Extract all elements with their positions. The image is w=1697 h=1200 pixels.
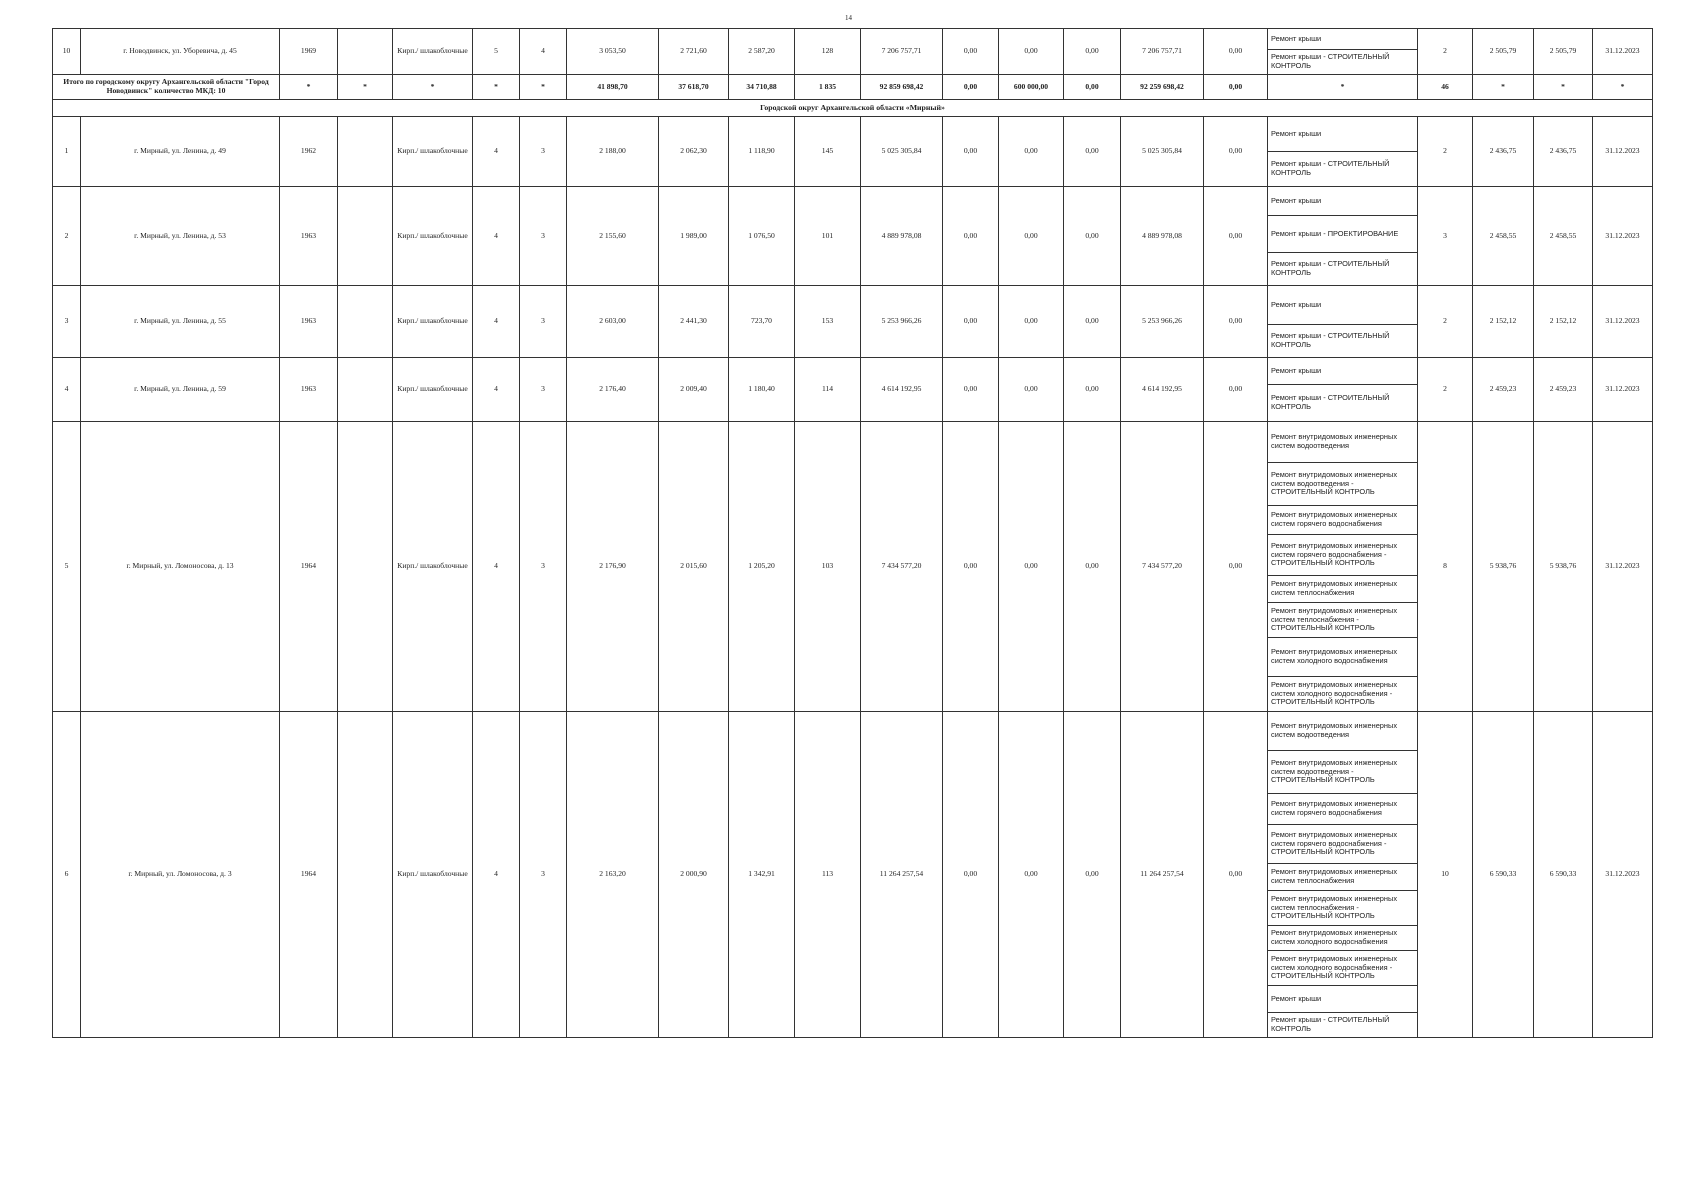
work-item: Ремонт крыши - СТРОИТЕЛЬНЫЙ КОНТРОЛЬ [1268,50,1418,75]
cell-unit-cost-limit: 2 152,12 [1534,286,1593,358]
cell-deadline: 31.12.2023 [1593,117,1653,187]
cell-fund-local: 0,00 [1064,422,1121,712]
cell-fund-local: 0,00 [1064,358,1121,422]
cell-cost-total: 5 025 305,84 [861,117,943,187]
cell-area-living: 723,70 [729,286,795,358]
cell-fund-regional: 0,00 [999,29,1064,75]
total-entrances: * [520,75,567,100]
cell-num: 2 [53,187,81,286]
work-item: Ремонт внутридомовых инженерных систем горячего водоснабжения [1268,794,1418,825]
cell-num: 6 [53,712,81,1038]
cell-unit-cost-limit: 2 505,79 [1534,29,1593,75]
total-wall-material: * [393,75,473,100]
cell-works-count: 10 [1418,712,1473,1038]
cell-address: г. Мирный, ул. Ломоносова, д. 13 [81,422,280,712]
total-area-living: 34 710,88 [729,75,795,100]
cell-cost-total: 4 614 192,95 [861,358,943,422]
cell-fund-other: 0,00 [1204,29,1268,75]
cell-wall-material: Кирп./ шлакоблочные [393,358,473,422]
cell-area-living: 1 180,40 [729,358,795,422]
work-item: Ремонт внутридомовых инженерных систем холодного водоснабжения [1268,926,1418,951]
cell-fund-owners: 4 614 192,95 [1121,358,1204,422]
cell-total-area: 2 155,60 [567,187,659,286]
total-area-premises: 37 618,70 [659,75,729,100]
cell-fund-regional: 0,00 [999,286,1064,358]
work-item: Ремонт крыши - СТРОИТЕЛЬНЫЙ КОНТРОЛЬ [1268,152,1418,187]
cell-year-built: 1969 [280,29,338,75]
cell-cost-total: 11 264 257,54 [861,712,943,1038]
work-item: Ремонт внутридомовых инженерных систем теплоснабжения [1268,864,1418,891]
cell-unit-cost-limit: 6 590,33 [1534,712,1593,1038]
cell-year-rebuilt [338,29,393,75]
cell-wall-material: Кирп./ шлакоблочные [393,187,473,286]
cell-fund-owners: 7 434 577,20 [1121,422,1204,712]
cell-unit-cost: 5 938,76 [1473,422,1534,712]
cell-area-premises: 2 062,30 [659,117,729,187]
work-item: Ремонт крыши - СТРОИТЕЛЬНЫЙ КОНТРОЛЬ [1268,385,1418,422]
cell-num: 3 [53,286,81,358]
cell-entrances: 3 [520,117,567,187]
cell-area-premises: 2 441,30 [659,286,729,358]
cell-residents: 153 [795,286,861,358]
cell-residents: 103 [795,422,861,712]
table-row [53,358,1653,385]
cell-year-rebuilt [338,422,393,712]
cell-address: г. Мирный, ул. Ленина, д. 59 [81,358,280,422]
cell-fund-federal: 0,00 [943,117,999,187]
cell-year-rebuilt [338,117,393,187]
cell-fund-local: 0,00 [1064,29,1121,75]
cell-num: 10 [53,29,81,75]
table-body [53,29,1653,1038]
cell-area-premises: 2 721,60 [659,29,729,75]
cell-area-living: 2 587,20 [729,29,795,75]
work-item: Ремонт крыши [1268,986,1418,1013]
work-item: Ремонт крыши [1268,117,1418,152]
cell-fund-federal: 0,00 [943,29,999,75]
total-fund-local: 0,00 [1064,75,1121,100]
cell-fund-local: 0,00 [1064,712,1121,1038]
cell-total-area: 2 163,20 [567,712,659,1038]
cell-wall-material: Кирп./ шлакоблочные [393,117,473,187]
cell-year-built: 1964 [280,712,338,1038]
cell-works-count: 2 [1418,117,1473,187]
cell-fund-federal: 0,00 [943,422,999,712]
cell-year-built: 1963 [280,187,338,286]
cell-residents: 101 [795,187,861,286]
cell-wall-material: Кирп./ шлакоблочные [393,712,473,1038]
cell-num: 4 [53,358,81,422]
cell-address: г. Мирный, ул. Ленина, д. 55 [81,286,280,358]
cell-fund-regional: 0,00 [999,358,1064,422]
cell-deadline: 31.12.2023 [1593,29,1653,75]
cell-wall-material: Кирп./ шлакоблочные [393,422,473,712]
cell-unit-cost-limit: 5 938,76 [1534,422,1593,712]
work-item: Ремонт внутридомовых инженерных систем горячего водоснабжения - СТРОИТЕЛЬНЫЙ КОНТРОЛЬ [1268,825,1418,864]
cell-deadline: 31.12.2023 [1593,712,1653,1038]
cell-num: 5 [53,422,81,712]
cell-fund-federal: 0,00 [943,358,999,422]
cell-works-count: 2 [1418,358,1473,422]
table-row [53,286,1653,325]
cell-fund-other: 0,00 [1204,422,1268,712]
work-item: Ремонт внутридомовых инженерных систем теплоснабжения - СТРОИТЕЛЬНЫЙ КОНТРОЛЬ [1268,603,1418,638]
cell-fund-local: 0,00 [1064,187,1121,286]
cell-deadline: 31.12.2023 [1593,286,1653,358]
total-total-area: 41 898,70 [567,75,659,100]
cell-total-area: 3 053,50 [567,29,659,75]
total-cost-total: 92 859 698,42 [861,75,943,100]
work-item: Ремонт внутридомовых инженерных систем теплоснабжения [1268,576,1418,603]
cell-unit-cost-limit: 2 458,55 [1534,187,1593,286]
cell-unit-cost: 2 152,12 [1473,286,1534,358]
cell-area-living: 1 205,20 [729,422,795,712]
cell-address: г. Мирный, ул. Ломоносова, д. 3 [81,712,280,1038]
capital-repair-table [52,28,1653,1038]
cell-entrances: 3 [520,712,567,1038]
total-fund-other: 0,00 [1204,75,1268,100]
cell-floors: 4 [473,358,520,422]
total-works-count: 46 [1418,75,1473,100]
cell-entrances: 3 [520,422,567,712]
work-item: Ремонт крыши - ПРОЕКТИРОВАНИЕ [1268,216,1418,253]
cell-residents: 114 [795,358,861,422]
cell-cost-total: 7 206 757,71 [861,29,943,75]
table-row [53,422,1653,463]
cell-unit-cost-limit: 2 459,23 [1534,358,1593,422]
cell-wall-material: Кирп./ шлакоблочные [393,286,473,358]
work-item: Ремонт внутридомовых инженерных систем водоотведения [1268,422,1418,463]
work-item: Ремонт крыши - СТРОИТЕЛЬНЫЙ КОНТРОЛЬ [1268,1013,1418,1038]
work-item: Ремонт внутридомовых инженерных систем холодного водоснабжения - СТРОИТЕЛЬНЫЙ КОНТРОЛЬ [1268,951,1418,986]
cell-cost-total: 7 434 577,20 [861,422,943,712]
cell-fund-owners: 11 264 257,54 [1121,712,1204,1038]
cell-num: 1 [53,117,81,187]
cell-fund-other: 0,00 [1204,187,1268,286]
cell-works-count: 2 [1418,29,1473,75]
cell-wall-material: Кирп./ шлакоблочные [393,29,473,75]
cell-year-built: 1962 [280,117,338,187]
cell-deadline: 31.12.2023 [1593,187,1653,286]
work-item: Ремонт крыши - СТРОИТЕЛЬНЫЙ КОНТРОЛЬ [1268,325,1418,358]
cell-fund-regional: 0,00 [999,422,1064,712]
work-item: Ремонт крыши [1268,187,1418,216]
total-deadline: * [1593,75,1653,100]
section-title: Городской округ Архангельской области «Мирный» [53,100,1653,117]
cell-entrances: 3 [520,187,567,286]
cell-fund-other: 0,00 [1204,286,1268,358]
work-item: Ремонт крыши [1268,29,1418,50]
cell-total-area: 2 603,00 [567,286,659,358]
table-row [53,29,1653,50]
cell-residents: 113 [795,712,861,1038]
work-item: Ремонт крыши - СТРОИТЕЛЬНЫЙ КОНТРОЛЬ [1268,253,1418,286]
work-item: Ремонт внутридомовых инженерных систем теплоснабжения - СТРОИТЕЛЬНЫЙ КОНТРОЛЬ [1268,891,1418,926]
cell-fund-other: 0,00 [1204,117,1268,187]
cell-fund-other: 0,00 [1204,712,1268,1038]
table-row [53,712,1653,751]
cell-works-count: 2 [1418,286,1473,358]
cell-unit-cost: 2 458,55 [1473,187,1534,286]
cell-deadline: 31.12.2023 [1593,358,1653,422]
cell-total-area: 2 176,40 [567,358,659,422]
cell-area-premises: 2 000,90 [659,712,729,1038]
cell-deadline: 31.12.2023 [1593,422,1653,712]
cell-floors: 4 [473,422,520,712]
cell-fund-owners: 5 025 305,84 [1121,117,1204,187]
cell-year-rebuilt [338,286,393,358]
total-year-built: * [280,75,338,100]
total-unit-cost-limit: * [1534,75,1593,100]
total-floors: * [473,75,520,100]
work-item: Ремонт крыши [1268,286,1418,325]
cell-residents: 128 [795,29,861,75]
cell-address: г. Мирный, ул. Ленина, д. 49 [81,117,280,187]
cell-unit-cost-limit: 2 436,75 [1534,117,1593,187]
total-year-rebuilt: * [338,75,393,100]
cell-floors: 4 [473,187,520,286]
cell-area-living: 1 118,90 [729,117,795,187]
cell-unit-cost: 2 436,75 [1473,117,1534,187]
total-label: Итого по городскому округу Архангельской области "Город Новодвинск" количество МКД: 10 [53,75,280,100]
total-fund-regional: 600 000,00 [999,75,1064,100]
work-item: Ремонт внутридомовых инженерных систем водоотведения - СТРОИТЕЛЬНЫЙ КОНТРОЛЬ [1268,463,1418,506]
cell-fund-regional: 0,00 [999,712,1064,1038]
cell-entrances: 4 [520,29,567,75]
cell-area-premises: 2 015,60 [659,422,729,712]
table-row [53,117,1653,152]
total-fund-federal: 0,00 [943,75,999,100]
cell-unit-cost: 6 590,33 [1473,712,1534,1038]
cell-floors: 4 [473,712,520,1038]
cell-area-premises: 2 009,40 [659,358,729,422]
cell-year-rebuilt [338,358,393,422]
cell-area-living: 1 342,91 [729,712,795,1038]
cell-total-area: 2 188,00 [567,117,659,187]
table-row [53,187,1653,216]
cell-fund-federal: 0,00 [943,286,999,358]
cell-floors: 5 [473,29,520,75]
cell-fund-regional: 0,00 [999,117,1064,187]
total-residents: 1 835 [795,75,861,100]
total-works: * [1268,75,1418,100]
cell-fund-owners: 5 253 966,26 [1121,286,1204,358]
cell-address: г. Мирный, ул. Ленина, д. 53 [81,187,280,286]
page-number: 14 [845,14,852,22]
cell-fund-federal: 0,00 [943,187,999,286]
total-unit-cost: * [1473,75,1534,100]
cell-area-living: 1 076,50 [729,187,795,286]
cell-floors: 4 [473,286,520,358]
cell-year-rebuilt [338,712,393,1038]
cell-year-rebuilt [338,187,393,286]
cell-unit-cost: 2 505,79 [1473,29,1534,75]
cell-unit-cost: 2 459,23 [1473,358,1534,422]
cell-works-count: 8 [1418,422,1473,712]
cell-year-built: 1963 [280,286,338,358]
cell-year-built: 1964 [280,422,338,712]
total-row [53,75,1653,100]
total-fund-owners: 92 259 698,42 [1121,75,1204,100]
cell-floors: 4 [473,117,520,187]
work-item: Ремонт внутридомовых инженерных систем холодного водоснабжения [1268,638,1418,677]
cell-fund-regional: 0,00 [999,187,1064,286]
cell-year-built: 1963 [280,358,338,422]
cell-fund-local: 0,00 [1064,117,1121,187]
cell-entrances: 3 [520,358,567,422]
section-header-row [53,100,1653,117]
cell-works-count: 3 [1418,187,1473,286]
work-item: Ремонт внутридомовых инженерных систем горячего водоснабжения - СТРОИТЕЛЬНЫЙ КОНТРОЛЬ [1268,535,1418,576]
cell-area-premises: 1 989,00 [659,187,729,286]
cell-fund-local: 0,00 [1064,286,1121,358]
cell-fund-other: 0,00 [1204,358,1268,422]
cell-address: г. Новодвинск, ул. Уборевича, д. 45 [81,29,280,75]
work-item: Ремонт внутридомовых инженерных систем водоотведения [1268,712,1418,751]
cell-fund-owners: 7 206 757,71 [1121,29,1204,75]
work-item: Ремонт крыши [1268,358,1418,385]
cell-cost-total: 4 889 978,08 [861,187,943,286]
cell-fund-federal: 0,00 [943,712,999,1038]
cell-entrances: 3 [520,286,567,358]
cell-cost-total: 5 253 966,26 [861,286,943,358]
cell-fund-owners: 4 889 978,08 [1121,187,1204,286]
work-item: Ремонт внутридомовых инженерных систем горячего водоснабжения [1268,506,1418,535]
cell-residents: 145 [795,117,861,187]
work-item: Ремонт внутридомовых инженерных систем водоотведения - СТРОИТЕЛЬНЫЙ КОНТРОЛЬ [1268,751,1418,794]
cell-total-area: 2 176,90 [567,422,659,712]
work-item: Ремонт внутридомовых инженерных систем холодного водоснабжения - СТРОИТЕЛЬНЫЙ КОНТРОЛЬ [1268,677,1418,712]
